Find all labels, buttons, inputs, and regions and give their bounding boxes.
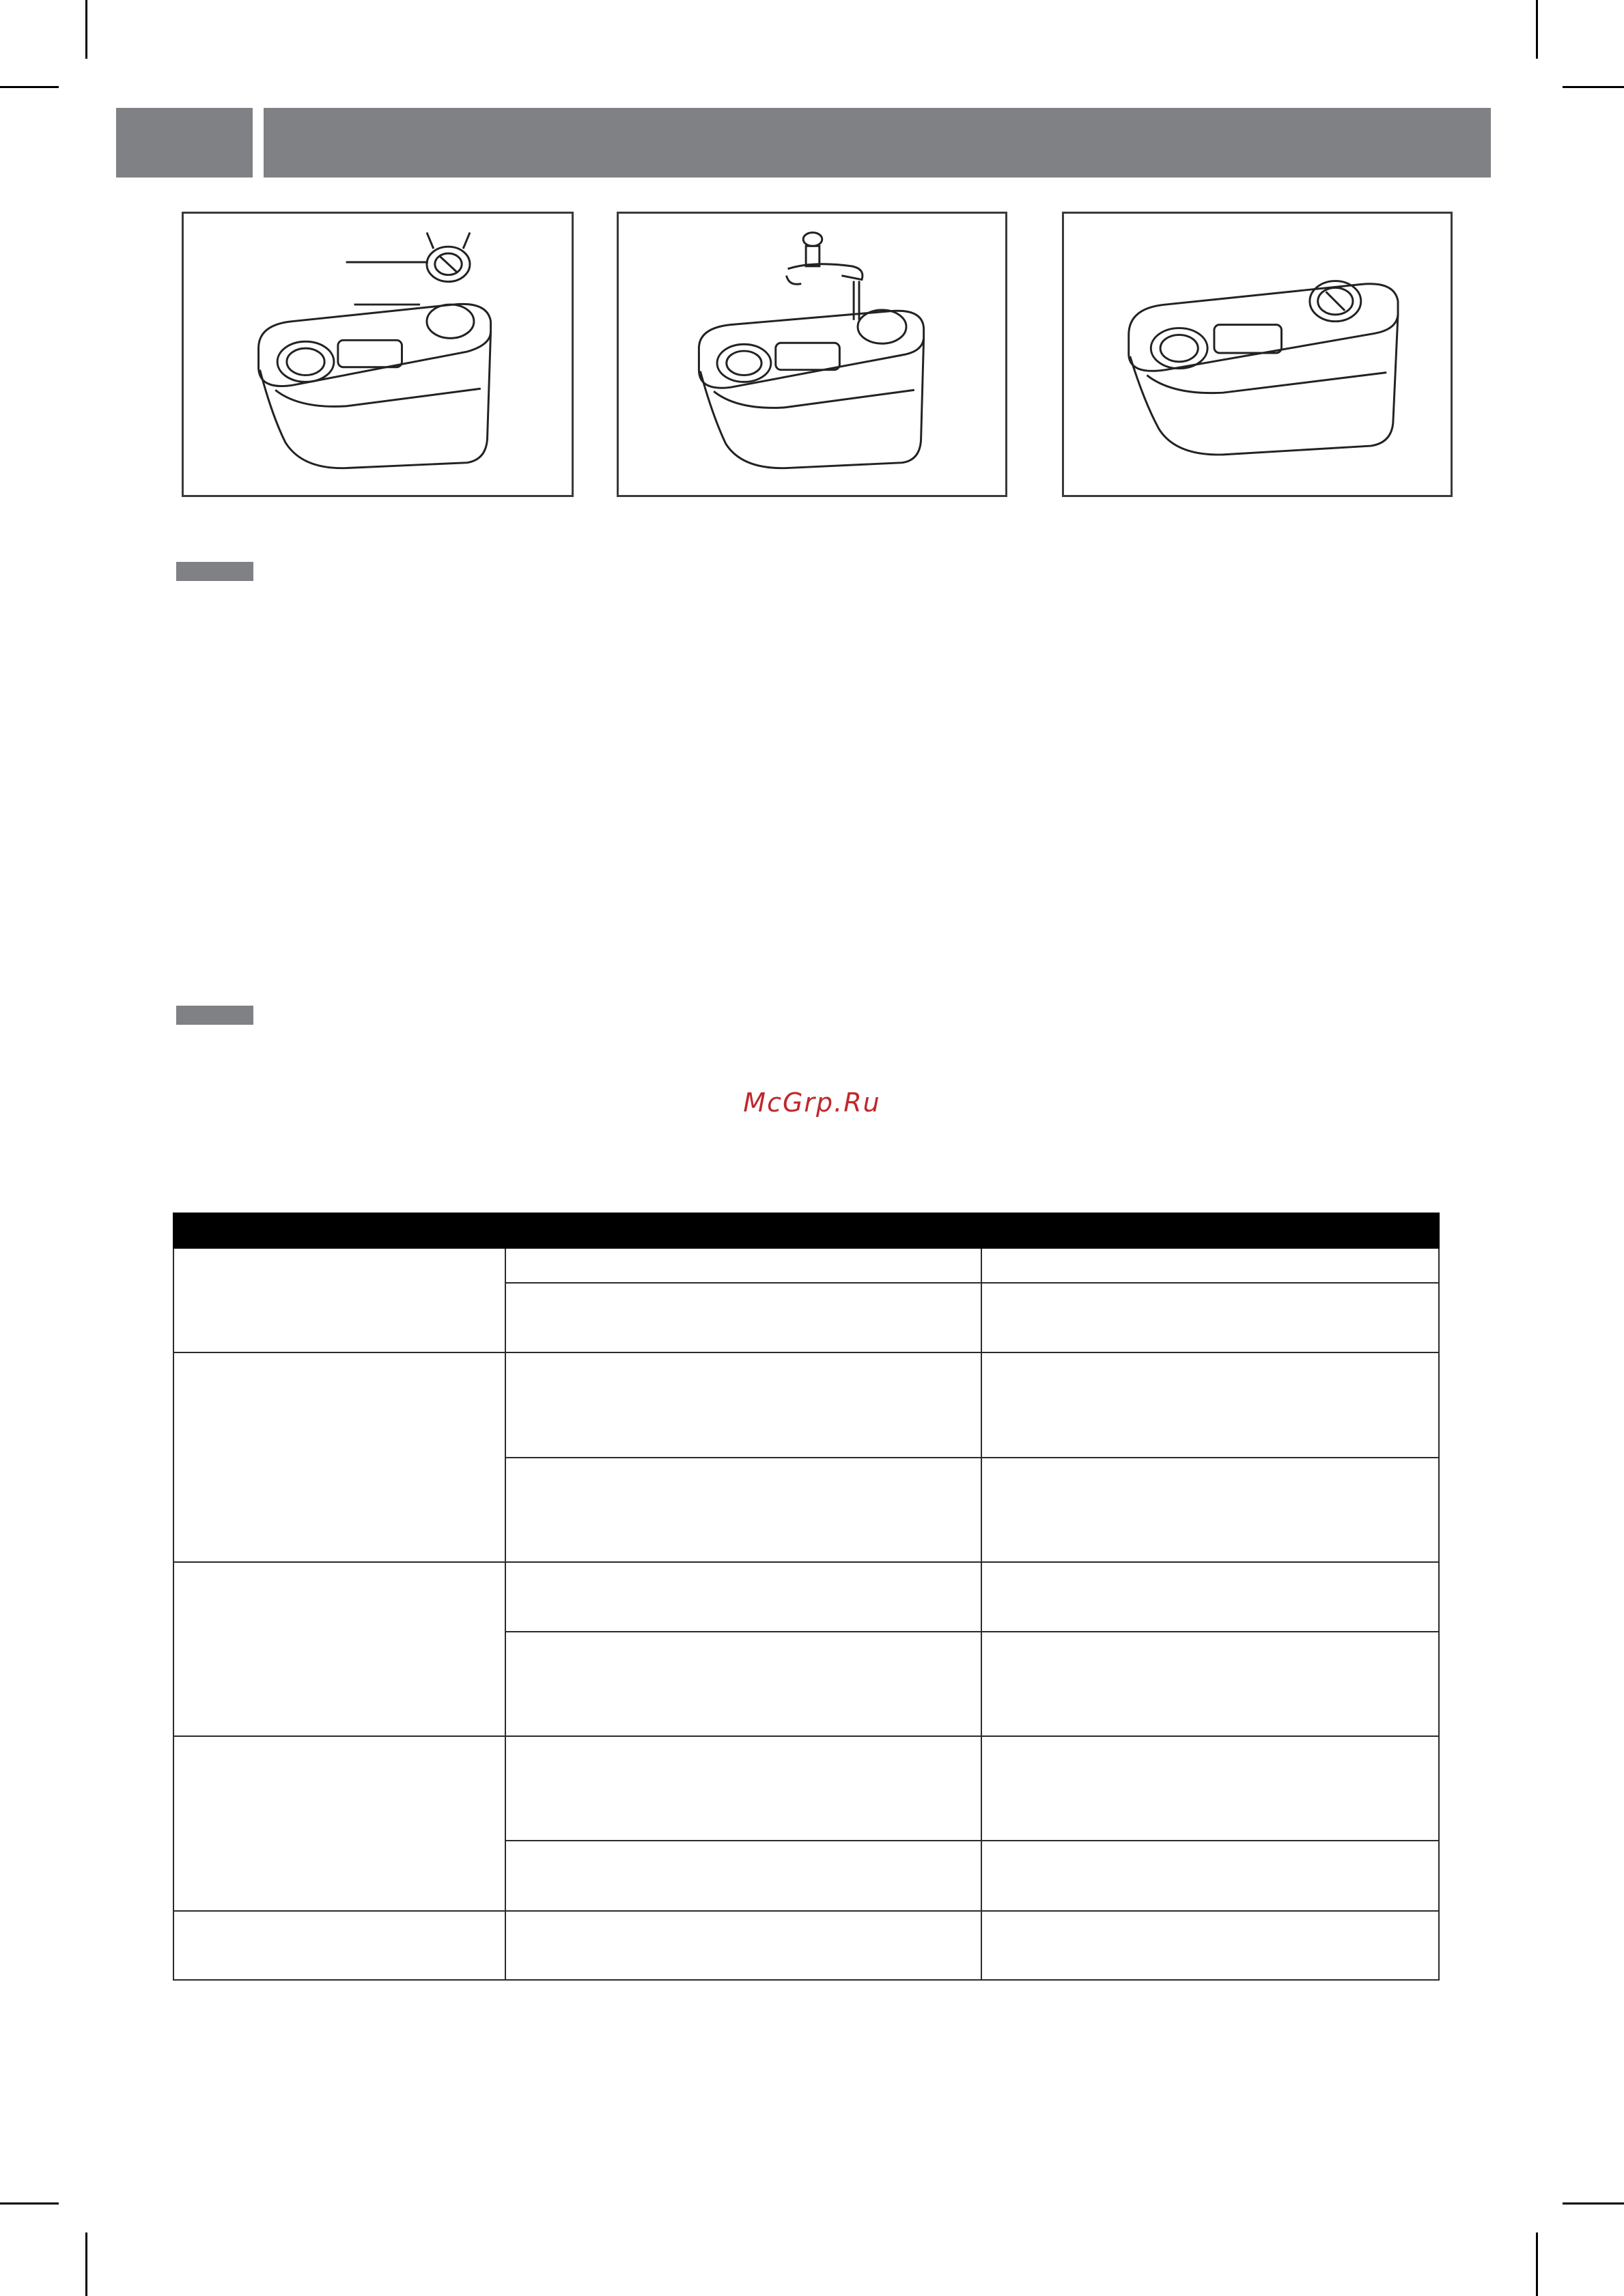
container-lid-placing-illustration	[184, 214, 572, 495]
table-row	[173, 1248, 1439, 1283]
table-cell-cause	[505, 1841, 981, 1911]
crop-mark-top-right-h	[1563, 86, 1624, 88]
table-cell-cause	[505, 1458, 981, 1562]
illustration-panel-lid-placing	[182, 212, 574, 497]
section-marker-1	[176, 562, 253, 581]
table-cell-cause	[505, 1352, 981, 1458]
crop-mark-top-left-v	[85, 0, 87, 59]
watermark-text: McGrp.Ru	[743, 1088, 881, 1118]
table-header-cell	[173, 1213, 505, 1248]
table-row	[173, 1911, 1439, 1980]
table-cell-problem	[173, 1352, 505, 1562]
page-number-block	[116, 108, 253, 178]
table-cell-cause	[505, 1562, 981, 1632]
table-cell-solution	[981, 1911, 1439, 1980]
table-cell-solution	[981, 1841, 1439, 1911]
table-cell-solution	[981, 1248, 1439, 1283]
container-lid-closed-illustration	[1064, 214, 1451, 495]
table-cell-cause	[505, 1736, 981, 1841]
table-cell-problem	[173, 1736, 505, 1911]
table-cell-solution	[981, 1736, 1439, 1841]
table-cell-problem	[173, 1911, 505, 1980]
table-cell-cause	[505, 1911, 981, 1980]
crop-mark-top-left-h	[0, 86, 59, 88]
table-cell-solution	[981, 1352, 1439, 1458]
crop-mark-bottom-left-v	[85, 2233, 87, 2296]
table-cell-solution	[981, 1283, 1439, 1352]
table-cell-cause	[505, 1248, 981, 1283]
table-cell-cause	[505, 1632, 981, 1736]
table-cell-solution	[981, 1458, 1439, 1562]
crop-mark-top-right-v	[1536, 0, 1538, 59]
table-cell-solution	[981, 1562, 1439, 1632]
table-cell-problem	[173, 1248, 505, 1352]
troubleshooting-table	[173, 1213, 1440, 1981]
section-marker-2	[176, 1006, 253, 1025]
table-cell-solution	[981, 1632, 1439, 1736]
table-cell-problem	[173, 1562, 505, 1736]
illustration-panel-filling	[617, 212, 1007, 497]
crop-mark-bottom-right-h	[1563, 2202, 1624, 2205]
crop-mark-bottom-left-h	[0, 2202, 59, 2205]
table-header-cell	[981, 1213, 1439, 1248]
table-header-row	[173, 1213, 1439, 1248]
section-title-bar	[264, 108, 1491, 178]
table-header-cell	[505, 1213, 981, 1248]
table-row	[173, 1736, 1439, 1841]
table-row	[173, 1352, 1439, 1458]
crop-mark-bottom-right-v	[1536, 2233, 1538, 2296]
illustration-panel-lid-closed	[1062, 212, 1453, 497]
table-row	[173, 1562, 1439, 1632]
container-filling-illustration	[619, 214, 1005, 495]
table-cell-cause	[505, 1283, 981, 1352]
